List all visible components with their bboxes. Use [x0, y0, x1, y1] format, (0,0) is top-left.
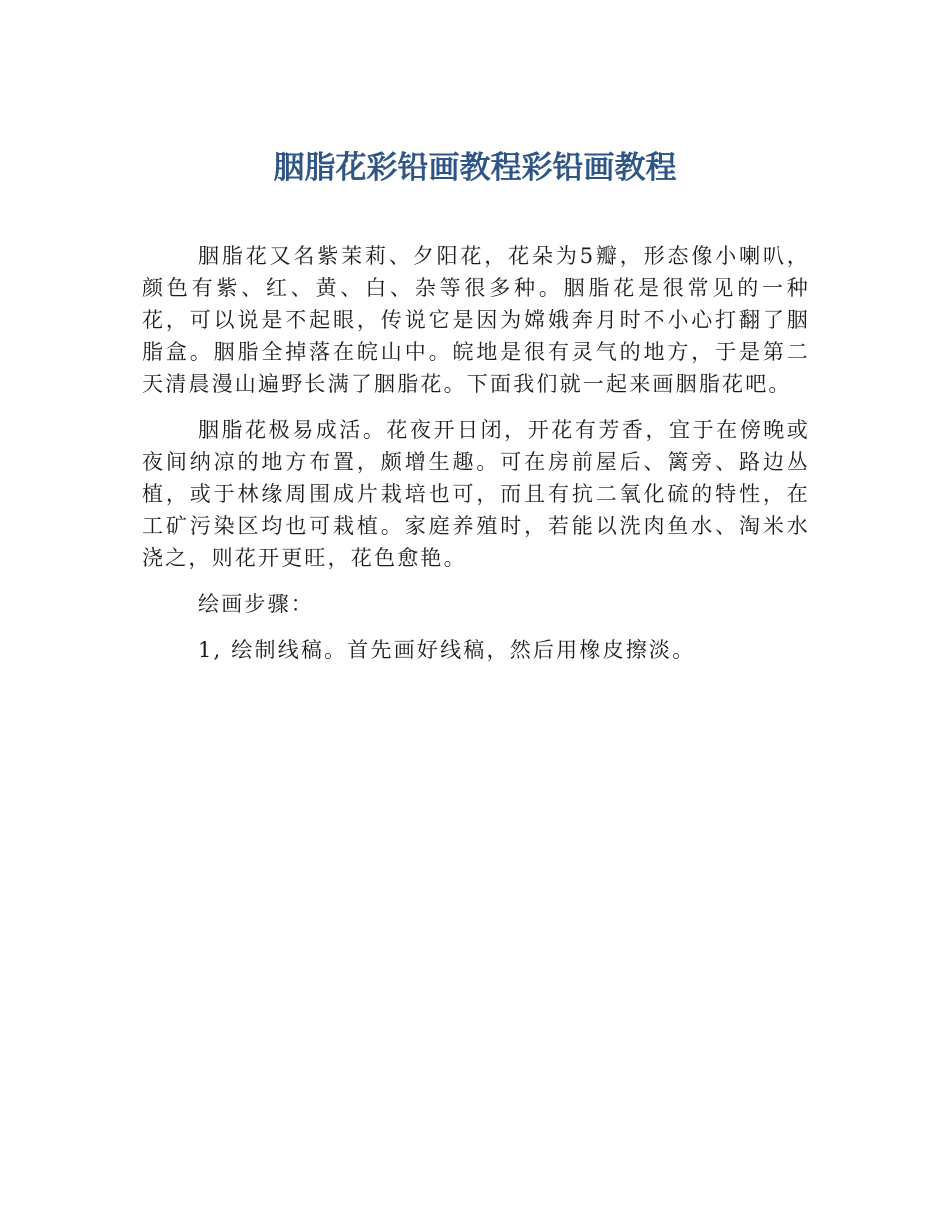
paragraph-step-1: 1, 绘制线稿。首先画好线稿，然后用橡皮擦淡。 [198, 638, 696, 662]
paragraph-cultivation: 胭脂花极易成活。花夜开日闭，开花有芳香，宜于在傍晚或夜间纳凉的地方布置，颇增生趣。可在房前屋后、篱旁、路边丛植，或于林缘周围成片栽培也可，而且有抗二氧化硫的特性，在工矿污染区均也可栽植。家庭养殖时，若能以洗肉鱼水、淘米水浇之，则花开更旺，花色愈艳。 [142, 418, 810, 570]
document-title: 胭脂花彩铅画教程彩铅画教程 [273, 150, 677, 186]
paragraph-steps-heading: 绘画步骤： [198, 592, 314, 616]
document-body [142, 240, 810, 680]
paragraph-intro: 胭脂花又名紫茉莉、夕阳花，花朵为5瓣，形态像小喇叭，颜色有紫、红、黄、白、杂等很多种。胭脂花是很常见的一种花，可以说是不起眼，传说它是因为嫦娥奔月时不小心打翻了胭脂盒。胭脂全掉落在皖山中。皖地是很有灵气的地方，于是第二天清晨漫山遍野长满了胭脂花。下面我们就一起来画胭脂花吧。 [142, 244, 810, 396]
